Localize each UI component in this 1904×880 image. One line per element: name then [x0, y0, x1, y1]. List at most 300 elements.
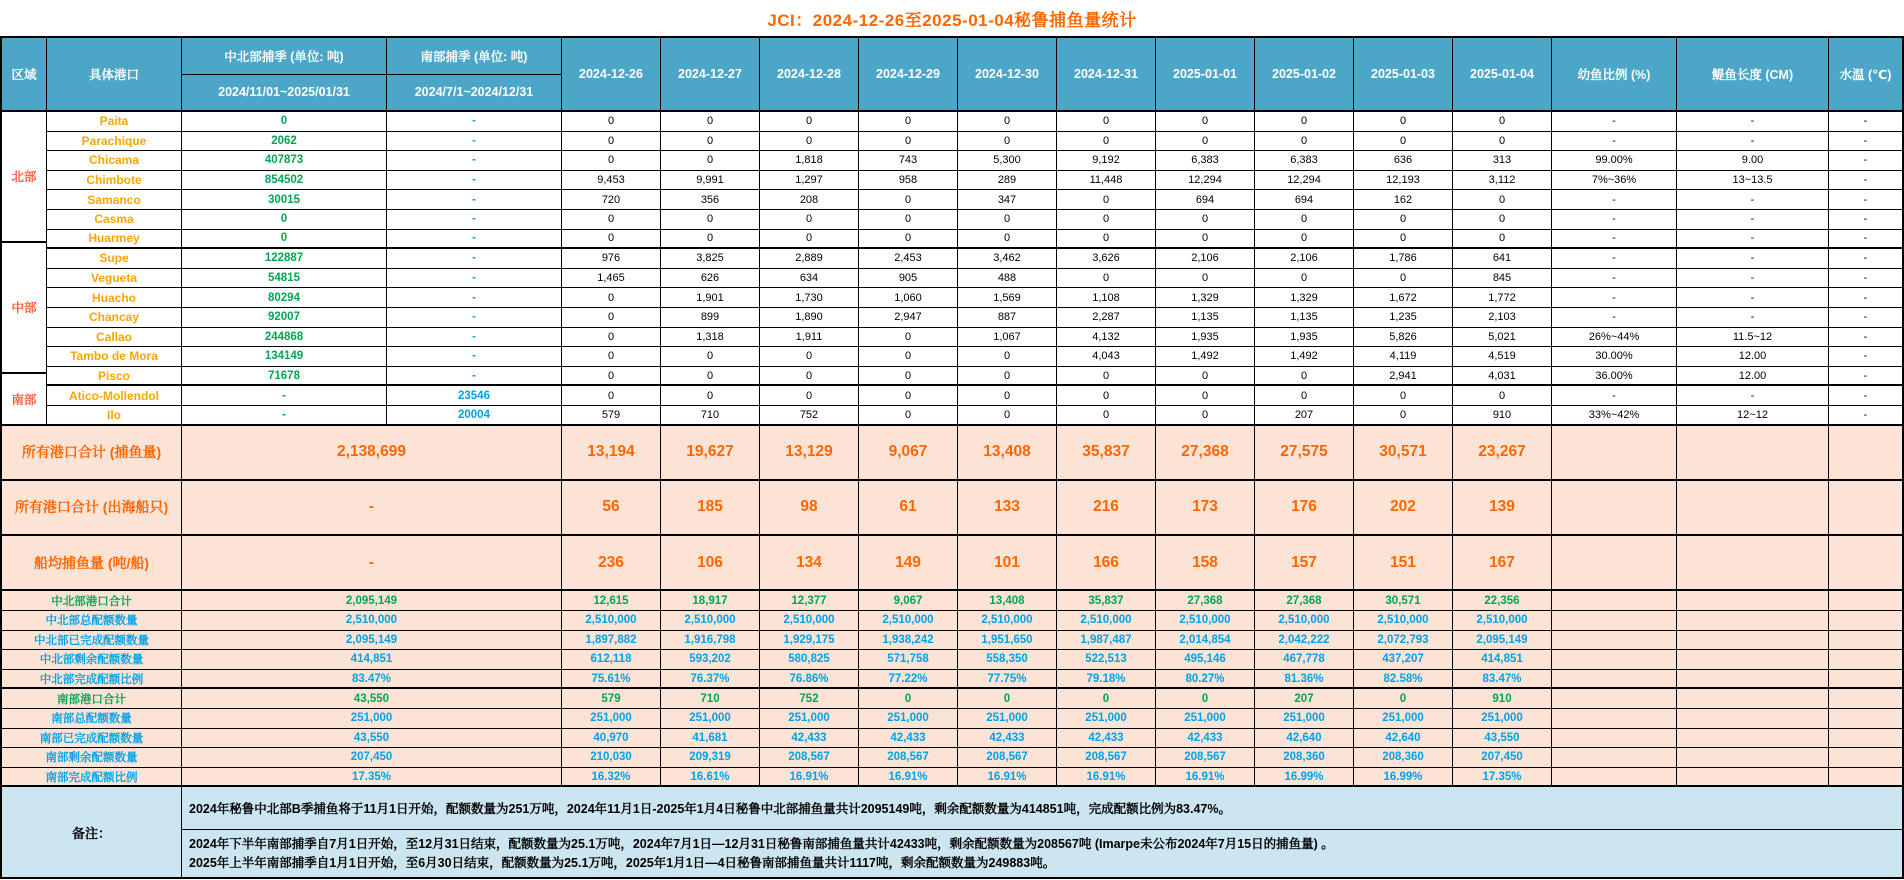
quota-daily-value: 81.36% — [1255, 670, 1354, 688]
quota-empty-cell — [1829, 670, 1902, 688]
daily-catch-value: 2,287 — [1057, 308, 1156, 327]
port-name: Chicama — [47, 151, 182, 170]
daily-catch-value: 0 — [661, 347, 760, 366]
region-cell: 南部 — [2, 374, 47, 426]
quota-daily-value: 22,356 — [1453, 591, 1552, 610]
summary-daily-value: 158 — [1156, 536, 1255, 589]
anchovy-length-value: - — [1677, 132, 1829, 151]
south-season-total: - — [387, 230, 562, 248]
daily-catch-value: 641 — [1453, 249, 1552, 268]
quota-empty-cell — [1552, 650, 1677, 669]
header-anchovy-length: 鳀鱼长度 (CM) — [1677, 38, 1829, 110]
quota-daily-value: 16.91% — [1057, 768, 1156, 786]
port-name: Paita — [47, 112, 182, 131]
daily-catch-value: 356 — [661, 190, 760, 209]
daily-catch-value: 0 — [1255, 386, 1354, 405]
port-row — [47, 132, 1902, 152]
quota-season-value: 2,510,000 — [182, 611, 562, 630]
north-season-total: 0 — [182, 112, 387, 131]
quota-row — [2, 729, 1902, 749]
daily-catch-value: 0 — [661, 367, 760, 385]
quota-daily-value: 1,951,650 — [958, 631, 1057, 650]
header-south-season-label: 南部捕季 (单位: 吨) — [387, 38, 561, 75]
daily-catch-value: 1,818 — [760, 151, 859, 170]
header-date: 2025-01-01 — [1156, 38, 1255, 110]
daily-catch-value: 1,890 — [760, 308, 859, 327]
quota-daily-value: 16.99% — [1255, 768, 1354, 786]
quota-season-value: 43,550 — [182, 729, 562, 748]
daily-catch-value: 4,132 — [1057, 328, 1156, 347]
daily-catch-value: 1,772 — [1453, 288, 1552, 307]
south-season-total: - — [387, 347, 562, 366]
ports-section — [2, 112, 1902, 426]
summary-empty-cell — [1677, 481, 1829, 534]
quota-empty-cell — [1552, 729, 1677, 748]
daily-catch-value: 2,889 — [760, 249, 859, 268]
quota-daily-value: 251,000 — [1255, 709, 1354, 728]
quota-daily-value: 2,510,000 — [1057, 611, 1156, 630]
daily-catch-value: 0 — [1255, 112, 1354, 131]
water-temp-value: - — [1863, 369, 1868, 382]
daily-catch-value: 0 — [859, 112, 958, 131]
anchovy-length-value: - — [1677, 230, 1829, 248]
daily-catch-value: 0 — [661, 210, 760, 229]
port-row — [47, 112, 1902, 132]
header-date: 2025-01-02 — [1255, 38, 1354, 110]
port-name: Ilo — [47, 406, 182, 424]
summary-daily-value: 106 — [661, 536, 760, 589]
daily-catch-value: 694 — [1156, 190, 1255, 209]
quota-empty-cell — [1677, 748, 1829, 767]
quota-daily-value: 251,000 — [760, 709, 859, 728]
daily-catch-value: 905 — [859, 269, 958, 288]
quota-daily-value: 27,368 — [1255, 591, 1354, 610]
daily-catch-value: 0 — [859, 210, 958, 229]
daily-catch-value: 0 — [1453, 386, 1552, 405]
quota-empty-cell — [1829, 650, 1902, 669]
juvenile-ratio-value: - — [1552, 308, 1677, 327]
north-season-total: - — [182, 406, 387, 424]
anchovy-length-value: - — [1677, 308, 1829, 327]
quota-daily-value: 2,014,854 — [1156, 631, 1255, 650]
quota-daily-value: 1,916,798 — [661, 631, 760, 650]
note-line-1: 2024年秘鲁中北部B季捕鱼将于11月1日开始，配额数量为251万吨，2024年11月1日-2025年1月4日秘鲁中北部捕鱼量共计2095149吨，剩余配额数量为414851吨，完成配额比例为83.47%。 — [182, 787, 1902, 829]
quota-daily-value: 251,000 — [859, 709, 958, 728]
quota-daily-value: 2,510,000 — [1255, 611, 1354, 630]
daily-catch-value: 0 — [562, 328, 661, 347]
daily-catch-value: 0 — [661, 112, 760, 131]
daily-catch-value: 0 — [1057, 210, 1156, 229]
quota-daily-value: 2,510,000 — [760, 611, 859, 630]
daily-catch-value: 4,043 — [1057, 347, 1156, 366]
daily-catch-value: 2,106 — [1255, 249, 1354, 268]
daily-catch-value: 3,626 — [1057, 249, 1156, 268]
quota-label: 南部已完成配额数量 — [2, 729, 182, 748]
daily-catch-value: 2,947 — [859, 308, 958, 327]
quota-season-value: 414,851 — [182, 650, 562, 669]
header-juvenile-ratio: 幼鱼比例 (%) — [1552, 38, 1677, 110]
daily-catch-value: 3,825 — [661, 249, 760, 268]
daily-catch-value: 0 — [760, 386, 859, 405]
quota-daily-value: 12,377 — [760, 591, 859, 610]
quota-row — [2, 768, 1902, 788]
summary-daily-value: 98 — [760, 481, 859, 534]
daily-catch-value: 0 — [1354, 269, 1453, 288]
header-south-season-range: 2024/7/1~2024/12/31 — [414, 85, 534, 100]
note-line-3: 2025年上半年南部捕季自1月1日开始，至6月30日结束，配额数量为25.1万吨，2025年1月1日—4日秘鲁南部捕鱼量共计1117吨，剩余配额数量为249883吨。 — [189, 855, 1056, 870]
quota-daily-value: 910 — [1453, 689, 1552, 708]
summary-daily-value: 13,408 — [958, 426, 1057, 479]
north-season-total: 854502 — [182, 171, 387, 190]
juvenile-ratio-value: 36.00% — [1552, 367, 1677, 385]
daily-catch-value: 1,901 — [661, 288, 760, 307]
daily-catch-value: 0 — [1354, 210, 1453, 229]
daily-catch-value: 0 — [859, 406, 958, 424]
daily-catch-value: 1,067 — [958, 328, 1057, 347]
water-temp-value: - — [1863, 272, 1868, 285]
summary-daily-value: 173 — [1156, 481, 1255, 534]
juvenile-ratio-value: 26%~44% — [1552, 328, 1677, 347]
page-title: JCI：2024-12-26至2025-01-04秘鲁捕鱼量统计 — [767, 10, 1137, 30]
daily-catch-value: 899 — [661, 308, 760, 327]
anchovy-length-value: 13~13.5 — [1677, 171, 1829, 190]
port-row — [47, 210, 1902, 230]
summary-daily-value: 202 — [1354, 481, 1453, 534]
daily-catch-value: 0 — [661, 386, 760, 405]
daily-catch-value: 11,448 — [1057, 171, 1156, 190]
quota-daily-value: 76.86% — [760, 670, 859, 688]
north-season-total: 122887 — [182, 249, 387, 268]
daily-catch-value: 0 — [1255, 230, 1354, 248]
daily-catch-value: 0 — [1156, 269, 1255, 288]
quota-daily-value: 43,550 — [1453, 729, 1552, 748]
quota-label: 中北部总配额数量 — [2, 611, 182, 630]
port-row — [47, 190, 1902, 210]
quota-daily-value: 437,207 — [1354, 650, 1453, 669]
daily-catch-value: 1,786 — [1354, 249, 1453, 268]
daily-catch-value: 1,329 — [1255, 288, 1354, 307]
port-row — [47, 347, 1902, 367]
quota-empty-cell — [1677, 709, 1829, 728]
note-block-2 — [182, 830, 1902, 878]
water-temp-value: - — [1863, 389, 1868, 402]
daily-catch-value: 0 — [1057, 132, 1156, 151]
quota-daily-value: 495,146 — [1156, 650, 1255, 669]
port-row — [47, 288, 1902, 308]
port-name: Atico-Mollendol — [47, 386, 182, 405]
daily-catch-value: 958 — [859, 171, 958, 190]
daily-catch-value: 3,462 — [958, 249, 1057, 268]
daily-catch-value: 0 — [562, 367, 661, 385]
water-temp-value: - — [1863, 408, 1868, 421]
anchovy-length-value: 9.00 — [1677, 151, 1829, 170]
quota-label: 中北部已完成配额数量 — [2, 631, 182, 650]
port-row — [47, 328, 1902, 348]
summary-daily-value: 30,571 — [1354, 426, 1453, 479]
daily-catch-value: 2,941 — [1354, 367, 1453, 385]
anchovy-length-value: - — [1677, 190, 1829, 209]
daily-catch-value: 0 — [958, 347, 1057, 366]
quota-daily-value: 16.91% — [1156, 768, 1255, 786]
daily-catch-value: 0 — [859, 386, 958, 405]
quota-daily-value: 42,433 — [760, 729, 859, 748]
north-season-total: - — [182, 386, 387, 405]
quota-daily-value: 82.58% — [1354, 670, 1453, 688]
north-season-total: 54815 — [182, 269, 387, 288]
juvenile-ratio-value: - — [1552, 132, 1677, 151]
summary-daily-value: 134 — [760, 536, 859, 589]
summary-daily-value: 19,627 — [661, 426, 760, 479]
summary-row — [2, 481, 1902, 536]
summary-daily-value: 216 — [1057, 481, 1156, 534]
south-season-total: - — [387, 151, 562, 170]
summary-daily-value: 149 — [859, 536, 958, 589]
quota-daily-value: 41,681 — [661, 729, 760, 748]
daily-catch-value: 1,935 — [1255, 328, 1354, 347]
daily-catch-value: 636 — [1354, 151, 1453, 170]
juvenile-ratio-value: 33%~42% — [1552, 406, 1677, 424]
quota-daily-value: 0 — [1156, 689, 1255, 708]
south-season-total: - — [387, 112, 562, 131]
summary-daily-value: 13,194 — [562, 426, 661, 479]
quota-daily-value: 209,319 — [661, 748, 760, 767]
summary-empty-cell — [1829, 426, 1902, 479]
daily-catch-value: 3,112 — [1453, 171, 1552, 190]
port-row — [47, 269, 1902, 289]
daily-catch-value: 6,383 — [1255, 151, 1354, 170]
quota-daily-value: 9,067 — [859, 591, 958, 610]
daily-catch-value: 0 — [760, 367, 859, 385]
daily-catch-value: 1,935 — [1156, 328, 1255, 347]
summary-label: 船均捕鱼量 (吨/船) — [2, 536, 182, 589]
daily-catch-value: 1,235 — [1354, 308, 1453, 327]
summary-empty-cell — [1552, 481, 1677, 534]
daily-catch-value: 0 — [562, 132, 661, 151]
daily-catch-value: 910 — [1453, 406, 1552, 424]
quota-empty-cell — [1677, 611, 1829, 630]
port-row — [47, 308, 1902, 328]
water-temp-value: - — [1863, 291, 1868, 304]
quota-daily-value: 207 — [1255, 689, 1354, 708]
header-region: 区域 — [2, 38, 47, 110]
quota-empty-cell — [1677, 650, 1829, 669]
daily-catch-value: 0 — [760, 230, 859, 248]
quota-season-value: 43,550 — [182, 689, 562, 708]
north-season-total: 2062 — [182, 132, 387, 151]
quota-daily-value: 208,567 — [1057, 748, 1156, 767]
quota-daily-value: 2,072,793 — [1354, 631, 1453, 650]
water-temp-value: - — [1863, 232, 1868, 245]
quota-empty-cell — [1677, 768, 1829, 786]
quota-daily-value: 710 — [661, 689, 760, 708]
daily-catch-value: 0 — [1453, 132, 1552, 151]
daily-catch-value: 0 — [562, 112, 661, 131]
daily-catch-value: 0 — [1255, 132, 1354, 151]
quota-label: 南部港口合计 — [2, 689, 182, 708]
summary-daily-value: 176 — [1255, 481, 1354, 534]
daily-catch-value: 0 — [1156, 386, 1255, 405]
summary-daily-value: 9,067 — [859, 426, 958, 479]
quota-daily-value: 77.22% — [859, 670, 958, 688]
daily-catch-value: 2,103 — [1453, 308, 1552, 327]
quota-empty-cell — [1829, 768, 1902, 786]
header-date: 2025-01-04 — [1453, 38, 1552, 110]
summary-daily-value: 166 — [1057, 536, 1156, 589]
notes-label: 备注： — [2, 787, 182, 877]
summary-label: 所有港口合计 (出海船只) — [2, 481, 182, 534]
daily-catch-value: 313 — [1453, 151, 1552, 170]
quota-season-value: 251,000 — [182, 709, 562, 728]
daily-catch-value: 0 — [562, 288, 661, 307]
daily-catch-value: 1,135 — [1255, 308, 1354, 327]
daily-catch-value: 0 — [661, 230, 760, 248]
juvenile-ratio-value: - — [1552, 230, 1677, 248]
daily-catch-value: 0 — [562, 386, 661, 405]
south-season-total: 20004 — [387, 406, 562, 424]
quota-season-value: 17.35% — [182, 768, 562, 786]
daily-catch-value: 0 — [1057, 230, 1156, 248]
quota-daily-value: 1,987,487 — [1057, 631, 1156, 650]
quota-empty-cell — [1829, 611, 1902, 630]
quota-daily-value: 0 — [859, 689, 958, 708]
quota-daily-value: 1,938,242 — [859, 631, 958, 650]
notes-section — [2, 787, 1902, 877]
daily-catch-value: 1,465 — [562, 269, 661, 288]
water-temp-value: - — [1863, 213, 1868, 226]
quota-row — [2, 709, 1902, 729]
header-date: 2024-12-28 — [760, 38, 859, 110]
daily-catch-value: 845 — [1453, 269, 1552, 288]
quota-daily-value: 467,778 — [1255, 650, 1354, 669]
quota-daily-value: 251,000 — [1057, 709, 1156, 728]
north-season-total: 134149 — [182, 347, 387, 366]
header-date: 2025-01-03 — [1354, 38, 1453, 110]
quota-daily-value: 571,758 — [859, 650, 958, 669]
summary-daily-value: 13,129 — [760, 426, 859, 479]
port-name: Huacho — [47, 288, 182, 307]
quota-season-value: 2,095,149 — [182, 631, 562, 650]
daily-catch-value: 207 — [1255, 406, 1354, 424]
quota-daily-value: 75.61% — [562, 670, 661, 688]
quota-daily-value: 17.35% — [1453, 768, 1552, 786]
daily-catch-value: 0 — [1354, 132, 1453, 151]
daily-catch-value: 694 — [1255, 190, 1354, 209]
port-name: Chimbote — [47, 171, 182, 190]
daily-catch-value: 0 — [859, 367, 958, 385]
daily-catch-value: 12,294 — [1255, 171, 1354, 190]
quota-empty-cell — [1552, 709, 1677, 728]
summary-empty-cell — [1552, 426, 1677, 479]
summary-empty-cell — [1677, 536, 1829, 589]
quota-daily-value: 580,825 — [760, 650, 859, 669]
daily-catch-value: 5,826 — [1354, 328, 1453, 347]
header-date: 2024-12-29 — [859, 38, 958, 110]
daily-catch-value: 1,060 — [859, 288, 958, 307]
quota-daily-value: 2,510,000 — [859, 611, 958, 630]
quota-daily-value: 35,837 — [1057, 591, 1156, 610]
north-season-total: 0 — [182, 230, 387, 248]
water-temp-value: - — [1863, 330, 1868, 343]
summary-empty-cell — [1829, 536, 1902, 589]
quota-empty-cell — [1829, 689, 1902, 708]
quota-season-value: 207,450 — [182, 748, 562, 767]
daily-catch-value: 0 — [859, 132, 958, 151]
quota-daily-value: 579 — [562, 689, 661, 708]
port-row — [47, 249, 1902, 269]
daily-catch-value: 0 — [562, 308, 661, 327]
quota-daily-value: 208,567 — [958, 748, 1057, 767]
quota-daily-value: 30,571 — [1354, 591, 1453, 610]
quota-daily-value: 251,000 — [1156, 709, 1255, 728]
quota-empty-cell — [1552, 768, 1677, 786]
header-port: 具体港口 — [47, 38, 182, 110]
daily-catch-value: 0 — [1057, 386, 1156, 405]
quota-daily-value: 16.32% — [562, 768, 661, 786]
daily-catch-value: 0 — [958, 386, 1057, 405]
daily-catch-value: 5,021 — [1453, 328, 1552, 347]
anchovy-length-value: - — [1677, 210, 1829, 229]
quota-daily-value: 251,000 — [958, 709, 1057, 728]
daily-catch-value: 0 — [760, 347, 859, 366]
daily-catch-value: 634 — [760, 269, 859, 288]
daily-catch-value: 0 — [562, 151, 661, 170]
region-column — [2, 112, 47, 426]
daily-catch-value: 0 — [1156, 112, 1255, 131]
port-row — [47, 386, 1902, 406]
summary-empty-cell — [1552, 536, 1677, 589]
quota-empty-cell — [1552, 748, 1677, 767]
juvenile-ratio-value: - — [1552, 112, 1677, 131]
anchovy-length-value: - — [1677, 269, 1829, 288]
header-row — [2, 38, 1902, 112]
daily-catch-value: 5,300 — [958, 151, 1057, 170]
water-temp-value: - — [1863, 154, 1868, 167]
stats-table — [0, 36, 1904, 879]
daily-catch-value: 0 — [1255, 367, 1354, 385]
port-name: Samanco — [47, 190, 182, 209]
quota-empty-cell — [1677, 591, 1829, 610]
north-season-total: 0 — [182, 210, 387, 229]
daily-catch-value: 0 — [1156, 210, 1255, 229]
header-date: 2024-12-31 — [1057, 38, 1156, 110]
summary-row — [2, 536, 1902, 591]
quota-daily-value: 752 — [760, 689, 859, 708]
quota-daily-value: 42,433 — [958, 729, 1057, 748]
note-line-2: 2024年下半年南部捕季自7月1日开始，至12月31日结束，配额数量为25.1万吨，2024年7月1日—12月31日秘鲁南部捕鱼量共计42433吨，剩余配额数量为208567吨 (Imarpe未公布2024年7月15日的捕鱼量) 。 — [189, 836, 1334, 851]
daily-catch-value: 743 — [859, 151, 958, 170]
port-row — [47, 406, 1902, 426]
quota-empty-cell — [1829, 748, 1902, 767]
quota-empty-cell — [1677, 689, 1829, 708]
quota-daily-value: 42,433 — [1057, 729, 1156, 748]
quota-daily-value: 2,510,000 — [661, 611, 760, 630]
summary-daily-value: 61 — [859, 481, 958, 534]
quota-empty-cell — [1677, 631, 1829, 650]
port-name: Callao — [47, 328, 182, 347]
quota-row — [2, 591, 1902, 611]
daily-catch-value: 626 — [661, 269, 760, 288]
daily-catch-value: 0 — [562, 347, 661, 366]
quota-daily-value: 210,030 — [562, 748, 661, 767]
daily-catch-value: 9,192 — [1057, 151, 1156, 170]
quota-daily-value: 593,202 — [661, 650, 760, 669]
quota-daily-value: 16.91% — [958, 768, 1057, 786]
daily-catch-value: 0 — [562, 210, 661, 229]
daily-catch-value: 12,294 — [1156, 171, 1255, 190]
header-water-temp: 水温 (℃) — [1839, 68, 1892, 82]
daily-catch-value: 0 — [1354, 406, 1453, 424]
quota-daily-value: 612,118 — [562, 650, 661, 669]
